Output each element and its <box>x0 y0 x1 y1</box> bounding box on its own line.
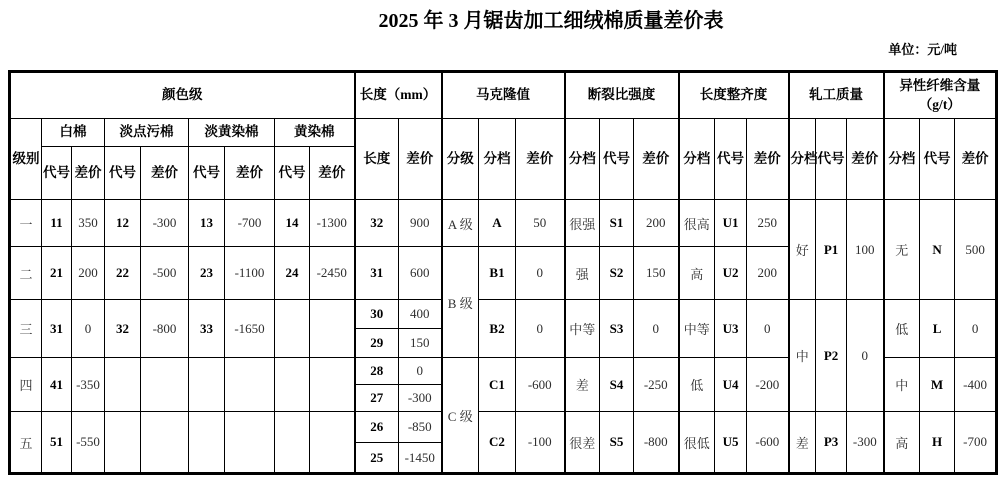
header-tier: 分档 <box>789 119 816 200</box>
diff-cell: -800 <box>634 412 679 474</box>
header-diff: 差价 <box>225 147 275 200</box>
diff-cell: -100 <box>516 412 565 474</box>
diff-cell <box>141 412 189 474</box>
diff-cell: 0 <box>72 300 105 358</box>
diff-cell: 400 <box>399 300 442 329</box>
header-row-sections <box>10 72 997 119</box>
header-color-grade: 颜色级 <box>10 72 355 119</box>
diff-cell <box>310 300 355 358</box>
class-cell: C 级 <box>442 358 479 474</box>
header-light-spotted-cotton: 淡点污棉 <box>105 119 189 147</box>
diff-cell: -800 <box>141 300 189 358</box>
class-cell: B 级 <box>442 247 479 358</box>
header-foreign-fiber <box>884 72 997 119</box>
diff-cell: 0 <box>747 300 789 358</box>
header-diff: 差价 <box>634 119 679 200</box>
tier-cell: C1 <box>479 358 516 412</box>
diff-cell: 200 <box>72 247 105 300</box>
header-diff: 差价 <box>747 119 789 200</box>
diff-cell: -1650 <box>225 300 275 358</box>
header-code: 代号 <box>189 147 225 200</box>
header-row-groups <box>10 119 997 147</box>
diff-cell: -700 <box>225 200 275 247</box>
page-title: 2025 年 3 月锯齿加工细绒棉质量差价表 <box>378 10 724 32</box>
diff-cell: -300 <box>847 412 884 474</box>
code-cell: S4 <box>600 358 634 412</box>
code-cell: P3 <box>816 412 847 474</box>
header-code: 代号 <box>105 147 141 200</box>
tier-cell: 低 <box>884 300 920 358</box>
diff-cell: -1300 <box>310 200 355 247</box>
header-code: 代号 <box>600 119 634 200</box>
code-cell: 23 <box>189 247 225 300</box>
tier-cell: 强 <box>565 247 600 300</box>
code-cell: U2 <box>715 247 747 300</box>
diff-cell: 0 <box>399 358 442 385</box>
code-cell: S1 <box>600 200 634 247</box>
table-row <box>10 200 997 247</box>
diff-cell: 350 <box>72 200 105 247</box>
header-diff: 差价 <box>310 147 355 200</box>
code-cell: 41 <box>42 358 72 412</box>
tier-cell: 无 <box>884 200 920 300</box>
grade-cell: 三 <box>10 300 42 358</box>
code-cell: S3 <box>600 300 634 358</box>
tier-cell: 高 <box>679 247 715 300</box>
header-white-cotton: 白棉 <box>42 119 105 147</box>
diff-cell: 250 <box>747 200 789 247</box>
length-cell: 31 <box>355 247 399 300</box>
header-tier: 分档 <box>479 119 516 200</box>
code-cell: 51 <box>42 412 72 474</box>
tier-cell: 中 <box>789 300 816 412</box>
code-cell: P1 <box>816 200 847 300</box>
tier-cell: 很强 <box>565 200 600 247</box>
tier-cell: C2 <box>479 412 516 474</box>
diff-cell: -250 <box>634 358 679 412</box>
code-cell: H <box>920 412 955 474</box>
table-row <box>10 412 997 443</box>
header-code: 代号 <box>920 119 955 200</box>
code-cell: U4 <box>715 358 747 412</box>
code-cell: U1 <box>715 200 747 247</box>
header-micronaire: 马克隆值 <box>442 72 565 119</box>
diff-cell: 600 <box>399 247 442 300</box>
code-cell: 32 <box>105 300 141 358</box>
code-cell: M <box>920 358 955 412</box>
diff-cell: -1100 <box>225 247 275 300</box>
code-cell: 12 <box>105 200 141 247</box>
header-tier: 分档 <box>884 119 920 200</box>
diff-cell: 0 <box>634 300 679 358</box>
tier-cell: 中等 <box>679 300 715 358</box>
code-cell: L <box>920 300 955 358</box>
grade-cell: 一 <box>10 200 42 247</box>
tier-cell: 中 <box>884 358 920 412</box>
code-cell: 21 <box>42 247 72 300</box>
grade-cell: 四 <box>10 358 42 412</box>
grade-cell: 二 <box>10 247 42 300</box>
header-code: 代号 <box>816 119 847 200</box>
code-cell: 33 <box>189 300 225 358</box>
price-difference-table <box>8 70 998 475</box>
diff-cell: 500 <box>955 200 997 300</box>
length-cell: 25 <box>355 443 399 474</box>
diff-cell: -600 <box>516 358 565 412</box>
diff-cell: -200 <box>747 358 789 412</box>
code-cell: S5 <box>600 412 634 474</box>
header-length: 长度 <box>355 119 399 200</box>
diff-cell: -300 <box>399 385 442 412</box>
tier-cell: 低 <box>679 358 715 412</box>
tier-cell: B1 <box>479 247 516 300</box>
code-cell: U3 <box>715 300 747 358</box>
code-cell <box>105 358 141 412</box>
code-cell: 31 <box>42 300 72 358</box>
code-cell <box>189 358 225 412</box>
diff-cell: -500 <box>141 247 189 300</box>
diff-cell <box>310 358 355 412</box>
header-code: 代号 <box>275 147 310 200</box>
tier-cell: 中等 <box>565 300 600 358</box>
diff-cell: -2450 <box>310 247 355 300</box>
diff-cell: 150 <box>399 329 442 358</box>
unit-label: 单位：元/吨 <box>888 42 957 57</box>
diff-cell <box>225 358 275 412</box>
header-diff: 差价 <box>847 119 884 200</box>
header-diff: 差价 <box>955 119 997 200</box>
header-diff: 差价 <box>72 147 105 200</box>
length-cell: 30 <box>355 300 399 329</box>
tier-cell: 很低 <box>679 412 715 474</box>
header-foreign-fiber-line2: （g/t） <box>918 96 961 112</box>
table-row <box>10 300 997 329</box>
tier-cell: A <box>479 200 516 247</box>
diff-cell: 200 <box>634 200 679 247</box>
header-uniformity: 长度整齐度 <box>679 72 789 119</box>
diff-cell: -700 <box>955 412 997 474</box>
code-cell <box>275 300 310 358</box>
tier-cell: B2 <box>479 300 516 358</box>
tier-cell: 高 <box>884 412 920 474</box>
header-diff: 差价 <box>516 119 565 200</box>
header-strength: 断裂比强度 <box>565 72 679 119</box>
tier-cell: 差 <box>565 358 600 412</box>
code-cell: 13 <box>189 200 225 247</box>
code-cell: 11 <box>42 200 72 247</box>
diff-cell <box>310 412 355 474</box>
header-yellow-stained-cotton: 黄染棉 <box>275 119 355 147</box>
code-cell: U5 <box>715 412 747 474</box>
header-ginning: 轧工质量 <box>789 72 884 119</box>
grade-cell: 五 <box>10 412 42 474</box>
header-tier: 分档 <box>565 119 600 200</box>
diff-cell: 0 <box>516 247 565 300</box>
code-cell: N <box>920 200 955 300</box>
header-code: 代号 <box>42 147 72 200</box>
code-cell <box>105 412 141 474</box>
header-foreign-fiber-line1: 异性纤维含量 <box>899 78 981 94</box>
diff-cell: -850 <box>399 412 442 443</box>
header-class: 分级 <box>442 119 479 200</box>
diff-cell: -350 <box>72 358 105 412</box>
header-length-mm: 长度（mm） <box>355 72 442 119</box>
diff-cell: 900 <box>399 200 442 247</box>
code-cell <box>189 412 225 474</box>
length-cell: 32 <box>355 200 399 247</box>
code-cell: 14 <box>275 200 310 247</box>
diff-cell: 0 <box>847 300 884 412</box>
diff-cell: -550 <box>72 412 105 474</box>
diff-cell: 100 <box>847 200 884 300</box>
diff-cell: 200 <box>747 247 789 300</box>
length-cell: 27 <box>355 385 399 412</box>
diff-cell: -400 <box>955 358 997 412</box>
tier-cell: 好 <box>789 200 816 300</box>
header-diff: 差价 <box>141 147 189 200</box>
header-light-yellow-stained-cotton: 淡黄染棉 <box>189 119 275 147</box>
diff-cell: 0 <box>955 300 997 358</box>
tier-cell: 差 <box>789 412 816 474</box>
code-cell: P2 <box>816 300 847 412</box>
diff-cell: -1450 <box>399 443 442 474</box>
header-diff: 差价 <box>399 119 442 200</box>
code-cell: 24 <box>275 247 310 300</box>
diff-cell: 0 <box>516 300 565 358</box>
header-grade: 级别 <box>10 119 42 200</box>
tier-cell: 很差 <box>565 412 600 474</box>
tier-cell: 很高 <box>679 200 715 247</box>
code-cell: S2 <box>600 247 634 300</box>
header-code: 代号 <box>715 119 747 200</box>
diff-cell <box>225 412 275 474</box>
length-cell: 26 <box>355 412 399 443</box>
code-cell <box>275 358 310 412</box>
header-tier: 分档 <box>679 119 715 200</box>
diff-cell: 150 <box>634 247 679 300</box>
diff-cell: -600 <box>747 412 789 474</box>
length-cell: 28 <box>355 358 399 385</box>
length-cell: 29 <box>355 329 399 358</box>
class-cell: A 级 <box>442 200 479 247</box>
code-cell: 22 <box>105 247 141 300</box>
diff-cell: -300 <box>141 200 189 247</box>
code-cell <box>275 412 310 474</box>
diff-cell: 50 <box>516 200 565 247</box>
diff-cell <box>141 358 189 412</box>
